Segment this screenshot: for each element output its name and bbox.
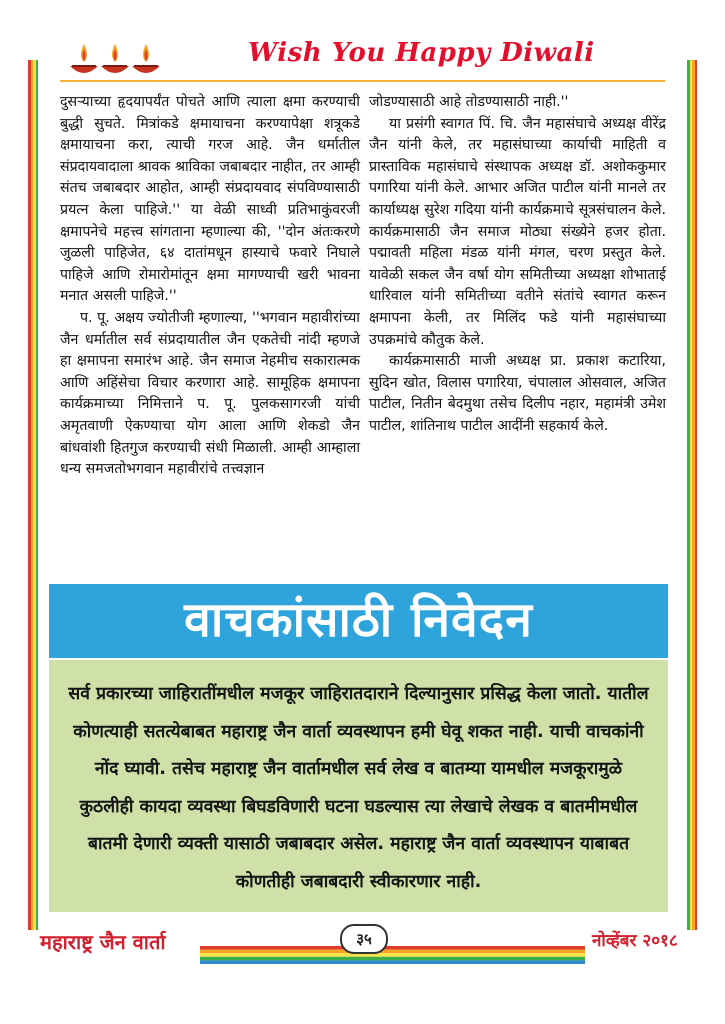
article-paragraph: कार्यक्रमासाठी माजी अध्यक्ष प्रा. प्रकाश कटारिया, सुदिन खोत, विलास पगारिया, चंपालाल ओसवाल, अजित पाटील, नितीन बेदमुथा तसेच दिलीप नहार, महामंत्री उमेश पाटील, शांतिनाथ पाटील आदींनी सहकार्य केले. bbox=[369, 353, 666, 434]
diya-lamp-icon bbox=[70, 40, 160, 82]
notice-body: सर्व प्रकारच्या जाहिरातींमधील मजकूर जाहिरातदाराने दिल्यानुसार प्रसिद्ध केला जातो. यातील कोणत्याही सतत्येबाबत महाराष्ट्र जैन वार्ता व्यवस्थापन हमी घेवू शकत नाही. याची वाचकांनी नोंद घ्यावी. तसेच महाराष्ट्र जैन वार्तामधील सर्व लेख व बातम्या यामधील मजकूरामुळे कुठलीही कायदा व्यवस्था बिघडविणारी घटना घडल्यास त्या लेखाचे लेखक व बातमीमधील बातमी देणारी व्यक्ती यासाठी जबाबदार असेल. महाराष्ट्र जैन वार्ता व्यवस्थापन याबाबत कोणतीही जबाबदारी स्वीकारणार नाही. bbox=[68, 684, 649, 892]
article-paragraph: जोडण्यासाठी आहे तोडण्यासाठी नाही.'' bbox=[369, 94, 569, 110]
article-paragraph: या प्रसंगी स्वागत पिं. चि. जैन महासंघाचे अध्यक्ष वीरेंद्र जैन यांनी केले, तर महासंघाच्या कार्याची माहिती व प्रास्ताविक महासंघाचे संस्थापक अध्यक्ष डॉ. अशोककुमार पगारिया यांनी केले. आभार अजित पाटील यांनी मानले तर कार्याध्यक्ष सुरेश गदिया यांनी कार्यक्रमाचे सूत्रसंचालन केले. कार्यक्रमासाठी जैन समाज मोठ्या संख्येने हजर होता. पद्मावती महिला मंडळ यांनी मंगल, चरण प्रस्तुत केले. यावेळी सकल जैन वर्षा योग समितीच्या अध्यक्षा शोभाताई धारिवाल यांनी समितीच्या वतीने संतांचे स्वागत करून क्षमापना केली, तर मिलिंद फडे यांनी महासंघाच्या उपक्रमांचे कौतुक केले. bbox=[369, 115, 666, 348]
article-right-column bbox=[369, 92, 666, 438]
page-title: Wish You Happy Diwali bbox=[248, 38, 595, 68]
notice-banner bbox=[49, 584, 668, 658]
article-paragraph: प. पू. अक्षय ज्योतीजी म्हणाल्या, ''भगवान महावीरांच्या जैन धर्मातील सर्व संप्रदायातील जैन एकतेची नांदी म्हणजे हा क्षमापना समारंभ आहे. जैन समाज नेहमीच सकारात्मक आणि अहिंसेचा विचार करणारा आहे. सामूहिक क्षमापना कार्यक्रमाच्या निमित्ताने प. पू. पुलकसागरजी यांची अमृतवाणी ऐकण्याचा योग आला आणि शेकडो जैन बांधवांशी हितगुज करण्याची संधी मिळाली. आम्ही आम्हाला धन्य समजतोभगवान महावीरांचे तत्त्वज्ञान bbox=[60, 309, 360, 478]
notice-box bbox=[49, 660, 668, 912]
page-header bbox=[0, 0, 725, 88]
right-decorative-stripe bbox=[687, 60, 697, 930]
footer-rainbow-stripes bbox=[200, 946, 585, 964]
issue-date: नोव्हेंबर २०१८ bbox=[592, 931, 678, 951]
article-paragraph: दुसऱ्याच्या हृदयापर्यंत पोचते आणि त्याला क्षमा करण्याची बुद्धी सुचते. मित्रांकडे क्षमायाचना करण्यापेक्षा शत्रूकडे क्षमायाचना करा, त्याची गरज आहे. जैन धर्मातील संप्रदायवादाला श्रावक श्राविका जबाबदार नाहीत, तर आम्ही संतच जबाबदार आहोत, आम्ही संप्रदायवाद संपविण्यासाठी प्रयत्न केला पाहिजे.'' या वेळी साध्वी प्रतिभाकुंवरजी क्षमापनेचे महत्त्व सांगताना म्हणाल्या की, ''दोन अंतःकरणे जुळली पाहिजेत, ६४ दातांमधून हास्याचे फवारे निघाले पाहिजे आणि रोमारोमांतून क्षमा मागण्याची खरी भावना मनात असली पाहिजे.'' bbox=[60, 94, 360, 305]
header-divider bbox=[60, 80, 665, 82]
page-number: ३५ bbox=[340, 924, 388, 954]
magazine-name: महाराष्ट्र जैन वार्ता bbox=[40, 930, 166, 954]
left-decorative-stripe bbox=[28, 60, 38, 930]
notice-title: वाचकांसाठी निवेदन bbox=[184, 592, 533, 648]
article-left-column bbox=[60, 92, 360, 481]
